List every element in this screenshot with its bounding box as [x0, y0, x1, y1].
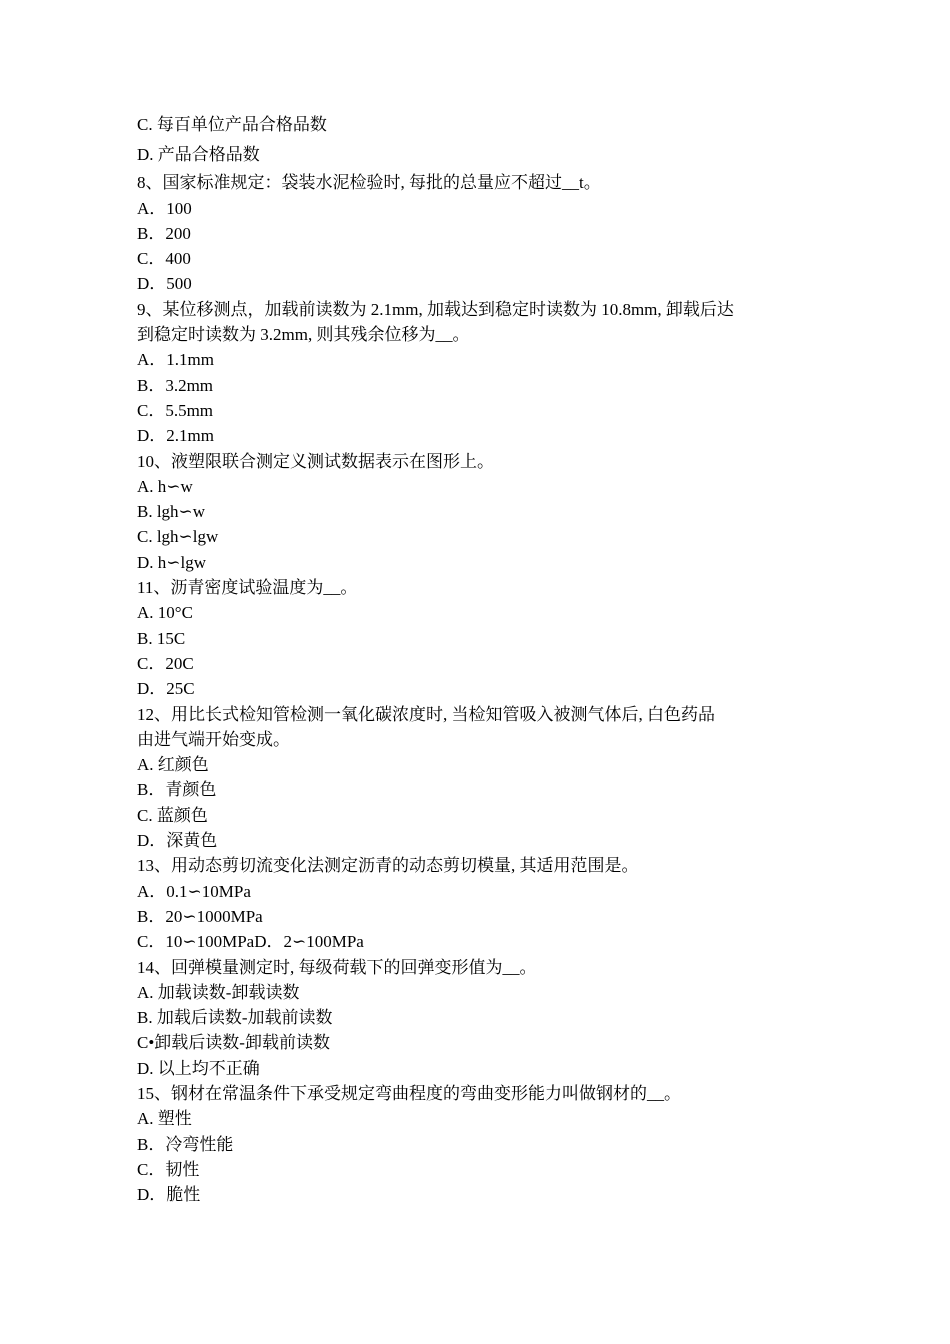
text-line: D．25C — [137, 679, 195, 699]
text-line: B．20∽1000MPa — [137, 906, 263, 926]
text-line: A. 加载读数-卸载读数 — [137, 982, 300, 1002]
text-line: C. 每百单位产品合格品数 — [137, 115, 327, 134]
text-line: 11、沥青密度试验温度为__。 — [137, 578, 358, 598]
text-line: C．20C — [137, 653, 194, 673]
text-line: D. 以上均不正确 — [137, 1058, 260, 1078]
text-line: 9、某位移测点，加载前读数为 2.1mm, 加载达到稳定时读数为 10.8mm, 卸载后达 — [137, 299, 734, 319]
text-line: 到稳定时读数为 3.2mm, 则其残余位移为__。 — [137, 325, 470, 345]
question-text-block — [137, 111, 817, 1207]
text-line: 由进气端开始变成。 — [137, 729, 290, 749]
text-line: A．0.1∽10MPa — [137, 881, 251, 901]
text-line: A. 10°C — [137, 603, 193, 623]
text-line: B．3.2mm — [137, 375, 214, 395]
text-line: B. 15C — [137, 628, 186, 648]
text-line: A. 塑性 — [137, 1109, 192, 1129]
text-line: A. 红颜色 — [137, 755, 209, 775]
text-line: D．2.1mm — [137, 426, 214, 446]
text-line: C．5.5mm — [137, 400, 214, 420]
text-line: D. h∽lgw — [137, 552, 207, 572]
text-line: D. 产品合格品数 — [137, 145, 260, 164]
text-line: B．青颜色 — [137, 780, 217, 800]
text-line: C．韧性 — [137, 1159, 200, 1179]
text-line: A．100 — [137, 198, 192, 218]
text-line: 13、用动态剪切流变化法测定沥青的动态剪切模量, 其适用范围是。 — [137, 856, 639, 876]
text-line: 12、用比长式检知管检测一氧化碳浓度时, 当检知管吸入被测气体后, 白色药品 — [137, 704, 715, 724]
text-line: C•卸载后读数-卸载前读数 — [137, 1033, 330, 1053]
text-line: D．500 — [137, 274, 192, 294]
text-line: C．400 — [137, 249, 191, 269]
text-line: C. 蓝颜色 — [137, 805, 208, 825]
text-line: 10、液塑限联合测定义测试数据表示在图形上。 — [137, 451, 494, 471]
text-line: A．1.1mm — [137, 350, 214, 370]
text-line: C．10∽100MPaD．2∽100MPa — [137, 932, 364, 952]
text-line: 14、回弹模量测定时, 每级荷载下的回弹变形值为__。 — [137, 957, 537, 977]
text-line: 8、国家标准规定：袋装水泥检验时, 每批的总量应不超过__t。 — [137, 173, 601, 193]
text-line: B. lgh∽w — [137, 502, 206, 522]
text-line: B．200 — [137, 223, 191, 243]
text-line: B. 加载后读数-加载前读数 — [137, 1008, 333, 1028]
text-line: 15、钢材在常温条件下承受规定弯曲程度的弯曲变形能力叫做钢材的__。 — [137, 1083, 681, 1103]
text-line: C. lgh∽lgw — [137, 527, 219, 547]
text-line: D．脆性 — [137, 1185, 201, 1205]
text-line: D．深黄色 — [137, 831, 218, 851]
text-line: A. h∽w — [137, 476, 193, 496]
text-line: B．冷弯性能 — [137, 1134, 234, 1154]
